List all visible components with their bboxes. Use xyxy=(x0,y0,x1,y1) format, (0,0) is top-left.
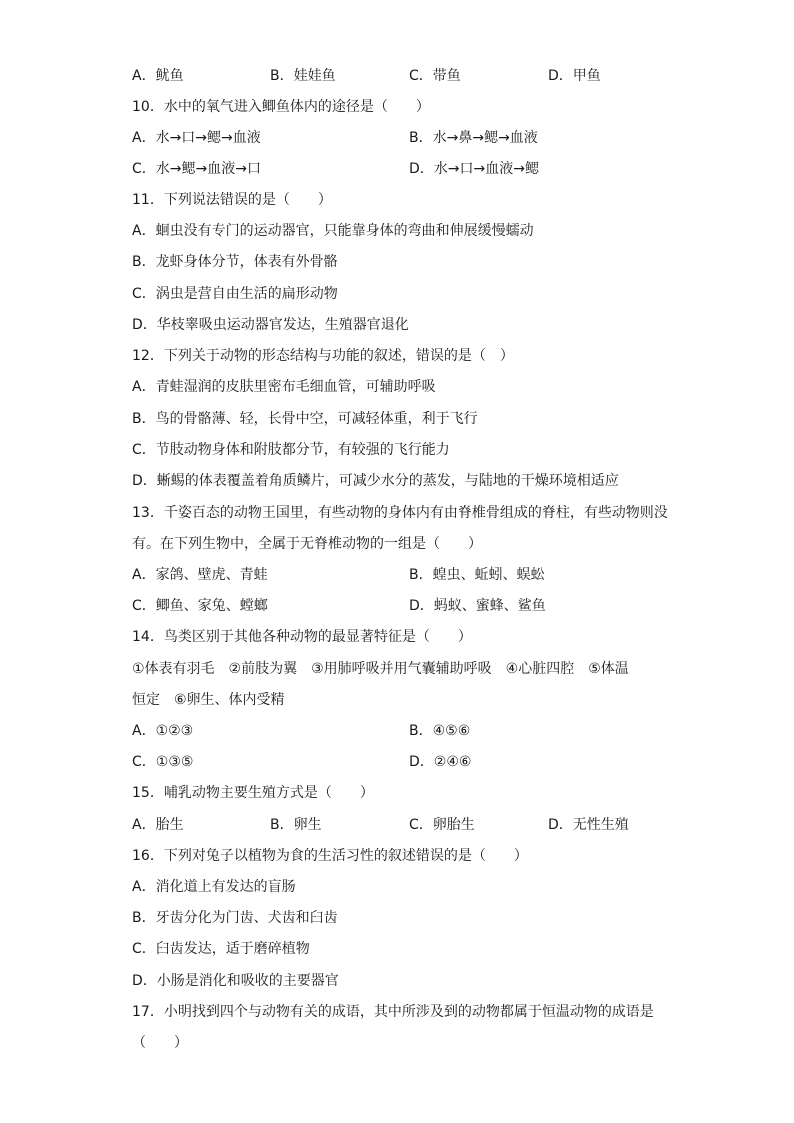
q12-stem: 12．下列关于动物的形态结构与功能的叙述，错误的是（ ） xyxy=(132,348,514,364)
q12-option-b: B．鸟的骨骼薄、轻，长骨中空，可减轻体重，利于飞行 xyxy=(132,411,478,427)
q14-option-c: C．①③⑤ xyxy=(132,754,194,770)
q14-option-a: A．①②③ xyxy=(132,723,194,739)
q15-stem: 15．哺乳动物主要生殖方式是（ ） xyxy=(132,785,374,801)
q17-stem-line-1: 17．小明找到四个与动物有关的成语，其中所涉及到的动物都属于恒温动物的成语是 xyxy=(132,1004,654,1020)
q12-option-c: C．节肢动物身体和附肢都分节，有较强的飞行能力 xyxy=(132,442,450,458)
q13-option-c: C．鲫鱼、家兔、螳螂 xyxy=(132,598,268,614)
q11-option-b: B．龙虾身体分节，体表有外骨骼 xyxy=(132,254,338,270)
q15-option-c: C．卵胎生 xyxy=(409,817,475,833)
q16-option-a: A．消化道上有发达的盲肠 xyxy=(132,879,296,895)
q14-stem: 14．鸟类区别于其他各种动物的最显著特征是（ ） xyxy=(132,629,472,645)
q10-option-c: C．水→鳃→血液→口 xyxy=(132,161,261,177)
q14-option-d: D．②④⑥ xyxy=(409,754,472,770)
q16-option-c: C．臼齿发达，适于磨碎植物 xyxy=(132,941,310,957)
q10-option-d: D．水→口→血液→鳃 xyxy=(409,161,539,177)
q10-option-b: B．水→鼻→鳃→血液 xyxy=(409,130,538,146)
q10-option-a: A．水→口→鳃→血液 xyxy=(132,130,261,146)
q14-features-line-2: 恒定 ⑥卵生、体内受精 xyxy=(132,692,285,708)
q9-option-c: C．带鱼 xyxy=(409,68,461,84)
q11-stem: 11．下列说法错误的是（ ） xyxy=(132,192,332,208)
q9-option-d: D．甲鱼 xyxy=(548,68,601,84)
q13-option-b: B．蝗虫、蚯蚓、蜈蚣 xyxy=(409,567,545,583)
q13-stem-line-2: 有。在下列生物中，全属于无脊椎动物的一组是（ ） xyxy=(132,536,482,552)
q12-option-d: D．蜥蜴的体表覆盖着角质鳞片，可减少水分的蒸发，与陆地的干燥环境相适应 xyxy=(132,473,619,489)
q11-option-d: D．华枝睾吸虫运动器官发达，生殖器官退化 xyxy=(132,317,409,333)
q17-stem-line-2: （ ） xyxy=(132,1035,188,1051)
q12-option-a: A．青蛙湿润的皮肤里密布毛细血管，可辅助呼吸 xyxy=(132,379,436,395)
q15-option-a: A．胎生 xyxy=(132,817,184,833)
q14-option-b: B．④⑤⑥ xyxy=(409,723,471,739)
q15-option-b: B．卵生 xyxy=(270,817,322,833)
q13-option-a: A．家鸽、壁虎、青蛙 xyxy=(132,567,268,583)
q15-option-d: D．无性生殖 xyxy=(548,817,629,833)
q16-option-d: D．小肠是消化和吸收的主要器官 xyxy=(132,973,339,989)
q14-features-line-1: ①体表有羽毛 ②前肢为翼 ③用肺呼吸并用气囊辅助呼吸 ④心脏四腔 ⑤体温 xyxy=(132,661,629,677)
q16-stem: 16．下列对兔子以植物为食的生活习性的叙述错误的是（ ） xyxy=(132,848,528,864)
q13-stem-line-1: 13．千姿百态的动物王国里，有些动物的身体内有由脊椎骨组成的脊柱，有些动物则没 xyxy=(132,505,668,521)
q9-option-b: B．娃娃鱼 xyxy=(270,68,336,84)
q11-option-c: C．涡虫是营自由生活的扁形动物 xyxy=(132,286,338,302)
q9-option-a: A．鱿鱼 xyxy=(132,68,184,84)
q13-option-d: D．蚂蚁、蜜蜂、鲨鱼 xyxy=(409,598,546,614)
q11-option-a: A．蛔虫没有专门的运动器官，只能靠身体的弯曲和伸展缓慢蠕动 xyxy=(132,223,534,239)
q16-option-b: B．牙齿分化为门齿、犬齿和臼齿 xyxy=(132,910,338,926)
q10-stem: 10．水中的氧气进入鲫鱼体内的途径是（ ） xyxy=(132,99,430,115)
